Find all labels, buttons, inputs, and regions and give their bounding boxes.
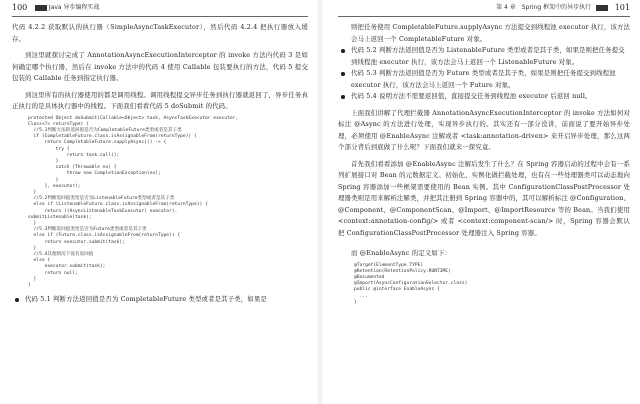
code-line: Class<?> returnType) { — [28, 121, 89, 127]
right-page-header — [338, 2, 630, 17]
code-line: } — [28, 177, 59, 183]
code-line: catch (Throwable ex) { — [28, 165, 117, 171]
list-item: 代码 5.1 判断方法返回值是否为 CompletableFuture 类型或者是其子类，如果是 — [12, 294, 308, 306]
code-line: else if (ListenableFuture.class.isAssignableFrom(returnType)) { — [28, 202, 208, 208]
code-line: return task.call(); — [28, 152, 120, 158]
code-intro: 而 @EnableAsync 的定义如下： — [351, 249, 452, 257]
code-line: throw new CompletionException(ex); — [28, 171, 161, 177]
code-line: protected Object doSubmit(Callable<Object> task, AsyncTaskExecutor executor, — [28, 115, 239, 121]
code-line: try { — [28, 146, 70, 152]
code-line: //5.2判断返回值类型是否为ListenableFuture类型或者是其子类 — [28, 196, 175, 202]
left-page — [0, 0, 316, 404]
book-gutter — [318, 0, 322, 404]
paragraph: 到这里所有的执行器使用的都是调用线程。调用线程提交异步任务到执行器就返回了，异步任务真正执行的是具体执行器中的线程。下面我们看看代码 5 doSubmit 的代码。 — [12, 90, 308, 110]
paragraph: 首先我们看看添加 @EnableAsync 注解后发生了什么？在 Spring 容器启动的过程中会有一系列扩展接口对 Bean 的元数据定义、初始化、实例化做拦截处理，也有在一些处理器类可以动态地向 Spring 容器添加一些框架需要使用的 Bean 实例。其中 ConfigurationClassPostProcessor 处理器类则是用来解析注解类，并把其注册到 Spring 容器中的，其可以解析标注 @Configuration、@Component、@ComponentScan、@Import、@ImportResource 等的 Bean。当我们使用 <context:annotation-config/> 或者 <context:component-scan/> 时，Spring 容器会默认把 ConfigurationClassPostProcessor 处理器注入 Spring 容器。 — [338, 159, 630, 237]
code-line: } — [354, 299, 357, 305]
list-item: 代码 5.2 判断方法返回值是否为 ListenableFuture 类型或者是其子类，如果是则把任务提交到线程池 executor 执行，该方法会马上返回一个 ListenableFuture 对象。 — [338, 45, 630, 68]
code-block — [28, 116, 308, 290]
code-line: return null; — [28, 270, 78, 276]
code-line: }, executor); — [28, 183, 81, 189]
paragraph: 则把任务使用 CompletableFuture.supplyAsync 方法提交到线程池 executor 执行，该方法会马上返回一个 CompletableFuture 对象。 — [351, 23, 630, 43]
code-line: } — [28, 276, 37, 282]
code-line: return ((AsyncListenableTaskExecutor) executor). — [28, 208, 178, 214]
code-line: } — [28, 245, 37, 251]
code-line: executor.submit(task); — [28, 264, 106, 270]
paragraph: 到这里就探讨完成了 AnnotationAsyncExecutionInterceptor 的 invoke 方法内代码 3 是如何确定哪个执行器，然后在 invoke 方法中的代码 4 使用 Callable 包装要执行的方法，代码 5 提交包装的 Callable 任务到指定执行器。 — [12, 51, 308, 82]
list-item: 代码 5.4 说明方法不需要返回值，直接提交任务到线程池 executor 后返回 null。 — [338, 91, 630, 103]
code-line: public @interface EnableAsync { — [354, 287, 440, 293]
code-line: else { — [28, 258, 51, 264]
code-line: return CompletableFuture.supplyAsync(() -> { — [28, 140, 167, 146]
code-line: } — [28, 158, 59, 164]
right-page — [324, 0, 640, 404]
bullet-list — [12, 294, 308, 306]
code-line: return executor.submit(task); — [28, 239, 125, 245]
page-number: 101 — [614, 3, 630, 12]
book-title-header: Java 异步编程实战 — [32, 2, 100, 14]
header-bar-icon — [35, 5, 47, 11]
code-line: else if (Future.class.isAssignableFrom(returnType)) { — [28, 233, 181, 239]
code-line: submitListenable(task); — [28, 214, 92, 220]
left-page-header — [12, 2, 308, 17]
page-number: 100 — [12, 3, 28, 12]
code-line: ... — [354, 293, 368, 299]
code-line: @Import(AsyncConfigurationSelector.class) — [354, 281, 468, 287]
code-line: if (CompletableFuture.class.isAssignableFrom(returnType)) { — [28, 134, 197, 140]
paragraph: 上面我们讲解了代理拦截器 AnnotationAsyncExecutionInterceptor 的 invoke 方法如何对标注 @Async 的方法进行处理，实现异步执行的。其实还有一部分没讲，前面说了要开始异步处理，必须使用 @EnableAsync 注解或者 <task:annotation-driven> 来开启异步处理，那么这两个部分背后到底做了什么呢？下面我们就来一探究竟。 — [338, 108, 630, 151]
chapter-title-header: 第 4 章 Spring 框架中的异步执行 — [496, 2, 608, 14]
bullet-list — [338, 45, 630, 103]
code-line: //5.3判断返回值类型是否为Future类型或者是其子类 — [28, 227, 147, 233]
code-line: } — [28, 282, 31, 288]
code-line: } — [28, 189, 37, 195]
code-line: @Retention(RetentionPolicy.RUNTIME) — [354, 268, 451, 274]
code-line: //5.1判断方法的返回值是否为CompletableFuture类型或者是其子类 — [28, 127, 182, 133]
header-bar-icon — [596, 5, 608, 11]
paragraph: 代码 4.2.2 获取默认的执行器（SimpleAsyncTaskExecutor），然后代码 4.2.4 把执行器放入缓存。 — [12, 23, 308, 43]
code-line: } — [28, 220, 37, 226]
code-line: @Documented — [354, 274, 385, 280]
code-line: //5.4其他情况下没有返回值 — [28, 251, 94, 257]
list-item: 代码 5.3 判断方法返回值是否为 Future 类型或者是其子类，如果是则把任务提交到线程池 executor 执行，该方法会马上返回一个 Future 对象。 — [338, 68, 630, 91]
code-line: @Target(ElementType.TYPE) — [354, 262, 424, 268]
code-block — [354, 263, 630, 306]
